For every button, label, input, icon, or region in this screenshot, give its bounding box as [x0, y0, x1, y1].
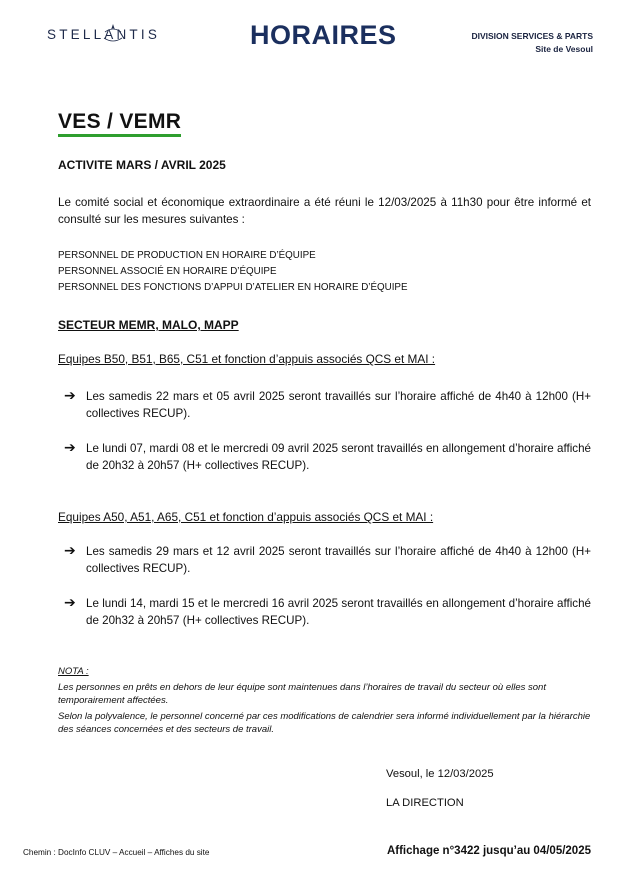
staff-item: PERSONNEL ASSOCIÉ EN HORAIRE D’ÉQUIPE [58, 266, 277, 277]
stellantis-logo: STELLANTIS [47, 27, 161, 42]
bullet-text: Le lundi 14, mardi 15 et le mercredi 16 avril 2025 seront travaillés en allongement d’horaire affiché de 20h32 à 20h57 (H+ collectives RECUP). [86, 597, 591, 627]
division-block [471, 30, 593, 56]
bullet-text: Les samedis 29 mars et 12 avril 2025 seront travaillés sur l’horaire affiché de 4h40 à 12h00 (H+ collectives RECUP). [86, 545, 591, 575]
schedule-bullet [64, 440, 591, 474]
sector-heading: SECTEUR MEMR, MALO, MAPP [58, 318, 239, 332]
staff-item: PERSONNEL DES FONCTIONS D’APPUI D’ATELIER EN HORAIRE D’ÉQUIPE [58, 282, 408, 293]
place-date: Vesoul, le 12/03/2025 [386, 768, 494, 780]
signature: LA DIRECTION [386, 797, 464, 809]
site-code-heading: VES / VEMR [58, 110, 181, 137]
arrow-right-icon: ➔ [64, 594, 76, 610]
arrow-right-icon: ➔ [64, 439, 76, 455]
nota-text: Les personnes en prêts en dehors de leur équipe sont maintenues dans l’horaires de travail du secteur où elles sont temporairement affectées. [58, 682, 546, 706]
arrow-right-icon: ➔ [64, 387, 76, 403]
team-group-title: Equipes A50, A51, A65, C51 et fonction d’appuis associés QCS et MAI : [58, 510, 434, 524]
team-group-title: Equipes B50, B51, B65, C51 et fonction d’appuis associés QCS et MAI : [58, 352, 436, 366]
activity-heading: ACTIVITE MARS / AVRIL 2025 [58, 158, 226, 172]
document-path: Chemin : DocInfo CLUV – Accueil – Affiches du site [23, 848, 210, 857]
schedule-bullet [64, 595, 591, 629]
bullet-text: Le lundi 07, mardi 08 et le mercredi 09 avril 2025 seront travaillés en allongement d’horaire affiché de 20h32 à 20h57 (H+ collectives RECUP). [86, 442, 591, 472]
arrow-right-icon: ➔ [64, 542, 76, 558]
site-name: Site de Vesoul [535, 44, 593, 54]
staff-item: PERSONNEL DE PRODUCTION EN HORAIRE D’ÉQUIPE [58, 250, 316, 261]
page-title: HORAIRES [250, 20, 397, 50]
nota-text: Selon la polyvalence, le personnel concerné par ces modifications de calendrier sera informé individuellement par la hiérarchie des séances concernées et des secteurs de travail. [58, 711, 591, 735]
staff-list [58, 248, 407, 296]
bullet-text: Les samedis 22 mars et 05 avril 2025 seront travaillés sur l’horaire affiché de 4h40 à 12h00 (H+ collectives RECUP). [86, 390, 591, 420]
display-reference: Affichage n°3422 jusqu’au 04/05/2025 [386, 845, 591, 857]
division-name: DIVISION SERVICES & PARTS [471, 31, 593, 41]
schedule-bullet [64, 543, 591, 577]
schedule-bullet [64, 388, 591, 422]
stellantis-emblem-icon [100, 22, 126, 48]
intro-paragraph: Le comité social et économique extraordinaire a été réuni le 12/03/2025 à 11h30 pour être informé et consulté sur les mesures suivantes : [58, 196, 591, 226]
nota-label: NOTA : [58, 666, 89, 677]
